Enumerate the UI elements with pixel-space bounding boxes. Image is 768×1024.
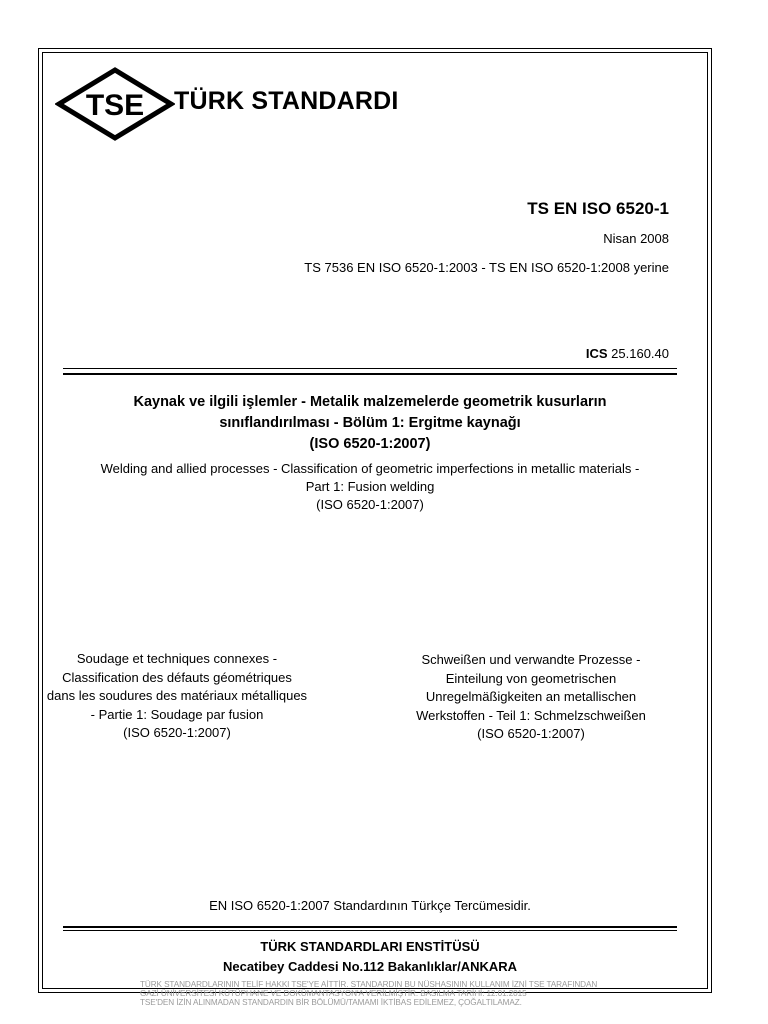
- english-title-line: (ISO 6520-1:2007): [316, 497, 424, 512]
- french-title-line: - Partie 1: Soudage par fusion: [90, 706, 264, 722]
- translation-note: EN ISO 6520-1:2007 Standardının Türkçe Tercümesidir.: [209, 898, 531, 913]
- ics-value: 25.160.40: [611, 346, 669, 361]
- page-inner-frame: [42, 52, 708, 989]
- divider-thin-bottom: [63, 930, 677, 931]
- french-title-line: Soudage et techniques connexes -: [76, 651, 278, 666]
- tse-logo: [55, 66, 175, 142]
- institute-name: TÜRK STANDARDLARI ENSTİTÜSÜ: [260, 939, 480, 954]
- french-title-line: (ISO 6520-1:2007): [123, 725, 231, 740]
- english-title: [63, 460, 677, 514]
- publication-date: Nisan 2008: [603, 231, 669, 246]
- french-title: [22, 650, 332, 743]
- divider-thick-bottom: [63, 926, 677, 928]
- page-frame: [38, 48, 712, 993]
- french-title-line: Classification des défauts géométriques: [62, 669, 292, 685]
- ics-code: [586, 346, 669, 361]
- ics-label: ICS: [585, 346, 608, 361]
- german-title-line: (ISO 6520-1:2007): [477, 726, 585, 741]
- french-title-line: dans les soudures des matériaux métalliques: [46, 688, 308, 703]
- english-title-line: Part 1: Fusion welding: [305, 479, 435, 494]
- turkish-title-line: Kaynak ve ilgili işlemler - Metalik malzemelerde geometrik kusurların: [133, 394, 607, 410]
- copyright-line: GAZİ ÜNİVERSİTESİ KÜTÜPHANE VE DOKÜMANTASYON'A VERİLMİŞTİR. BASILMA TARİHİ: 12.01.2015: [140, 989, 527, 998]
- german-title-line: Werkstoffen - Teil 1: Schmelzschweißen: [416, 707, 646, 723]
- german-title: [376, 651, 686, 744]
- divider-thick: [63, 373, 677, 375]
- replaces-note: TS 7536 EN ISO 6520-1:2003 - TS EN ISO 6520-1:2008 yerine: [304, 260, 669, 275]
- institute-block: [63, 937, 677, 977]
- german-title-line: Unregelmäßigkeiten an metallischen: [425, 689, 637, 704]
- turkish-title-line: (ISO 6520-1:2007): [309, 436, 431, 452]
- standard-number: TS EN ISO 6520-1: [527, 199, 669, 218]
- divider-thin: [63, 368, 677, 369]
- copyright-line: TSE'DEN İZİN ALINMADAN STANDARDIN BİR BÖLÜMÜ/TAMAMI İKTİBAS EDİLEMEZ, ÇOĞALTILAMAZ.: [140, 998, 522, 1007]
- logo-text: TSE: [85, 89, 145, 122]
- english-title-line: Welding and allied processes - Classification of geometric imperfections in metallic materials -: [100, 461, 640, 476]
- turkish-title: [63, 392, 677, 455]
- copyright-footer: [140, 980, 600, 1007]
- copyright-line: TÜRK STANDARDLARININ TELİF HAKKI TSE'YE AİTTİR. STANDARDIN BU NÜSHASININ KULLANIM İZNİ TSE TARAFINDAN: [140, 980, 598, 989]
- german-title-line: Einteilung von geometrischen: [445, 670, 617, 686]
- institute-address: Necatibey Caddesi No.112 Bakanlıklar/ANKARA: [222, 959, 518, 974]
- brand-title: TÜRK STANDARDI: [174, 87, 399, 115]
- turkish-title-line: sınıflandırılması - Bölüm 1: Ergitme kaynağı: [219, 415, 521, 431]
- german-title-line: Schweißen und verwandte Prozesse -: [421, 652, 641, 667]
